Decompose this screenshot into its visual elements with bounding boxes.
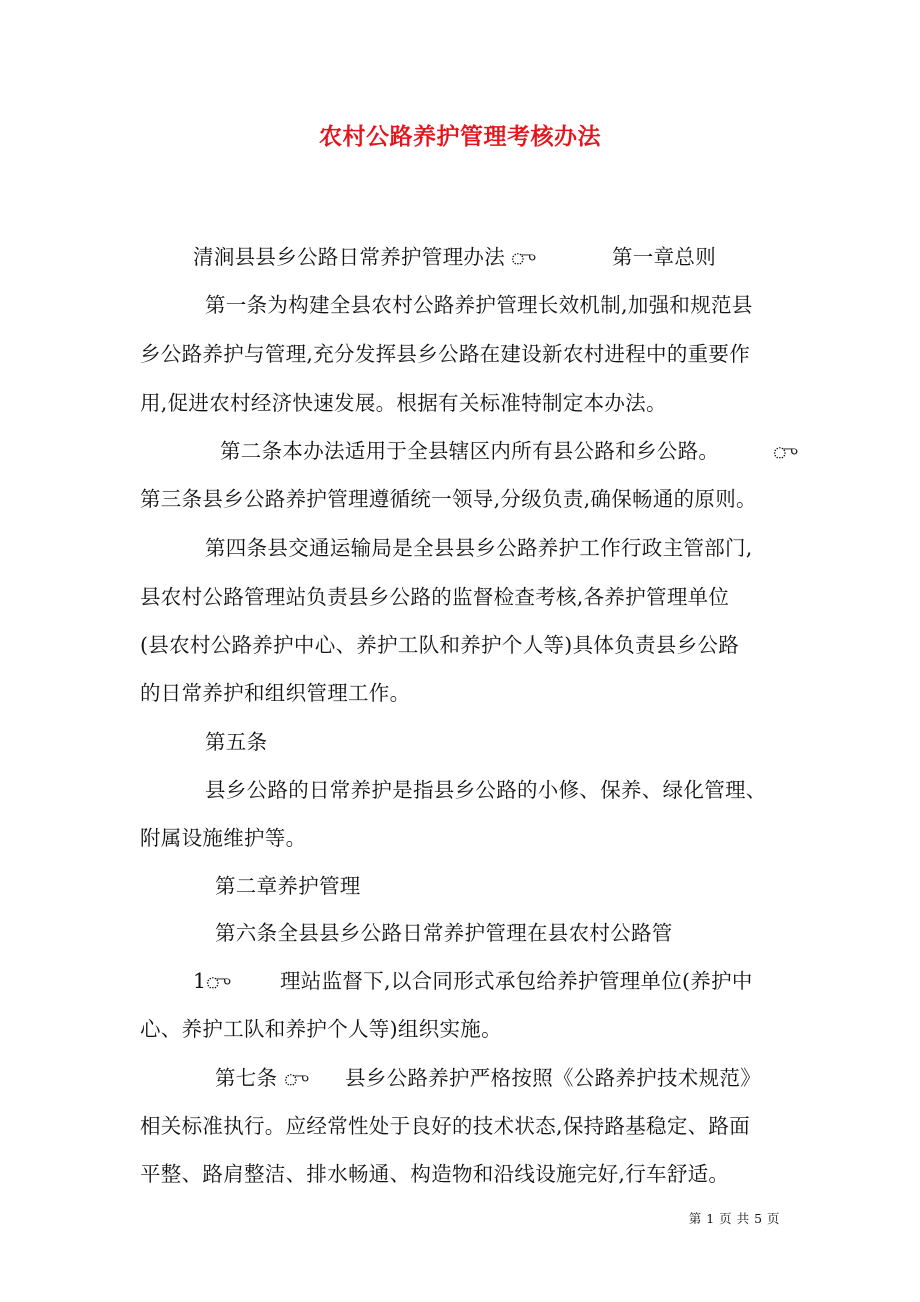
document-title: 农村公路养护管理考核办法 [319, 123, 601, 150]
text-line: 县乡公路养护严格按照《公路养护技术规范》 [345, 1066, 761, 1090]
chapter-heading: 第二章养护管理 [215, 874, 361, 898]
text-line: (县农村公路养护中心、养护工队和养护个人等)具体负责县乡公路 [140, 633, 739, 657]
text-line: 理站监督下,以合同形式承包给养护管理单位(养护中 [280, 969, 753, 993]
text-line: 平整、路肩整洁、排水畅通、构造物和沿线设施完好,行车舒适。 [140, 1162, 730, 1186]
chapter-heading: 第一章总则 [612, 245, 716, 269]
text-mark: ு [283, 1066, 310, 1090]
text-mark: ு [205, 969, 232, 993]
text-line: 第六条全县县乡公路日常养护管理在县农村公路管 [215, 921, 673, 945]
text-line: 县乡公路的日常养护是指县乡公路的小修、保养、绿化管理、 [205, 778, 767, 802]
text-line: 第一条为构建全县农村公路养护管理长效机制,加强和规范县 [205, 293, 753, 317]
text-line: 用,促进农村经济快速发展。根据有关标准特制定本办法。 [140, 391, 667, 415]
page-number: 第 1 页 共 5 页 [688, 1211, 780, 1226]
text-line: 1 [193, 969, 207, 993]
text-line: 第二条本办法适用于全县辖区内所有县公路和乡公路。 [220, 439, 720, 463]
article-heading: 第五条 [205, 730, 268, 754]
text-line: 相关标准执行。应经常性处于良好的技术状态,保持路基稳定、路面 [140, 1114, 751, 1138]
text-line: 清涧县县乡公路日常养护管理办法 [193, 245, 505, 269]
text-line: 的日常养护和组织管理工作。 [140, 681, 411, 705]
text-mark: ு [772, 439, 799, 463]
text-line: 心、养护工队和养护个人等)组织实施。 [140, 1017, 502, 1041]
text-line: 第三条县乡公路养护管理遵循统一领导,分级负责,确保畅通的原则。 [140, 487, 757, 511]
article-heading: 第七条 [215, 1066, 278, 1090]
text-line: 附属设施维护等。 [140, 826, 307, 850]
text-line: 县农村公路管理站负责县乡公路的监督检查考核,各养护管理单位 [140, 585, 730, 609]
text-mark: ு [510, 245, 537, 269]
text-line: 第四条县交通运输局是全县县乡公路养护工作行政主管部门, [205, 536, 753, 560]
text-line: 乡公路养护与管理,充分发挥县乡公路在建设新农村进程中的重要作 [140, 342, 751, 366]
